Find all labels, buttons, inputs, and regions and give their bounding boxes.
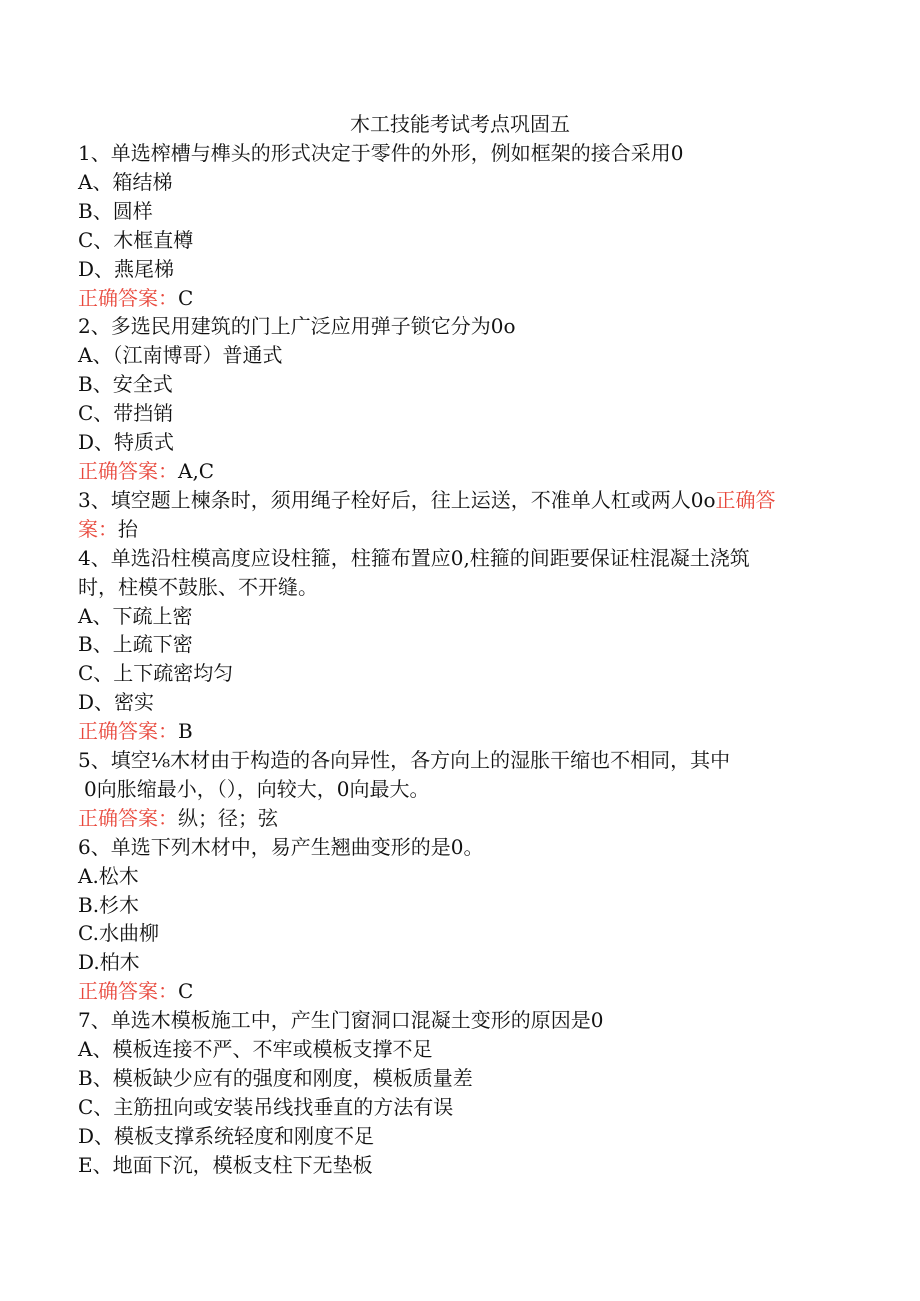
question-6-option-a: A.松木 [78, 863, 139, 888]
question-2-option-b: B、安全式 [78, 372, 173, 397]
question-7-option-a: A、模板连接不严、不牢或模板支撑不足 [78, 1037, 433, 1062]
question-1-answer [78, 284, 830, 313]
answer-value: A,C [178, 458, 215, 483]
question-1-text: 1、单选榨槽与榫头的形式决定于零件的外形，例如框架的接合采用0 [78, 141, 684, 165]
question-2-text: 2、多选民用建筑的门上广泛应用弹子锁它分为0o [78, 314, 516, 339]
question-7-option-e: E、地面下沉，模板支柱下无垫板 [78, 1152, 373, 1177]
answer-label: 正确答案： [78, 285, 178, 310]
question-4-text-line1: 4、单选沿柱模高度应设柱箍，柱箍布置应0,柱箍的间距要保证柱混凝土浇筑 [78, 545, 750, 570]
question-7-option-c: C、主筋扭向或安装吊线找垂直的方法有误 [78, 1094, 454, 1119]
question-list [78, 139, 830, 1180]
answer-value: C [178, 285, 194, 310]
question-4-text-line2: 时，柱模不鼓胀、不开缝。 [78, 574, 318, 599]
question-7-text: 7、单选木模板施工中，产生门窗洞口混凝土变形的原因是0 [78, 1008, 604, 1033]
question-3-body: 3、填空题上楝条时，须用绳子栓好后，往上运送，不准单人杠或两人0o [78, 487, 716, 512]
question-5-text-line1: 5、填空⅛木材由于构造的各向异性，各方向上的湿胀干缩也不相同，其中 [78, 748, 731, 773]
question-5-text-line2: 0向胀缩最小，（），向较大，0向最大。 [84, 776, 430, 801]
question-4-option-a: A、下疏上密 [78, 603, 193, 628]
question-7-option-b: B、模板缺少应有的强度和刚度，模板质量差 [78, 1066, 473, 1090]
answer-value: 抬 [118, 516, 138, 541]
answer-label-part2: 案： [78, 516, 118, 541]
answer-label: 正确答案： [78, 719, 178, 744]
answer-label: 正确答案： [78, 805, 178, 830]
question-2-option-d: D、特质式 [78, 430, 175, 455]
question-6-option-b: B.杉木 [78, 892, 140, 917]
question-2-option-c: C、带挡销 [78, 401, 174, 426]
question-6-option-d: D.柏木 [78, 950, 140, 975]
answer-label: 正确答案： [78, 458, 178, 483]
question-7-option-d: D、模板支撑系统轻度和刚度不足 [78, 1123, 375, 1148]
question-3-text [78, 486, 830, 515]
question-2-answer [78, 457, 830, 486]
question-3-answer [78, 515, 830, 544]
page-title: 木工技能考试考点巩固五 [350, 112, 570, 136]
question-5-answer [78, 804, 830, 833]
question-1-option-c: C、木框直樽 [78, 227, 194, 252]
question-2-option-a: A、（江南博哥）普通式 [78, 343, 283, 368]
answer-label: 正确答案： [78, 979, 178, 1004]
question-6-answer [78, 977, 830, 1006]
question-4-option-b: B、上疏下密 [78, 632, 193, 657]
question-6-option-c: C.水曲柳 [78, 921, 159, 946]
question-1-option-b: B、圆样 [78, 198, 153, 223]
answer-value: 纵；径；弦 [178, 805, 278, 830]
question-4-answer [78, 717, 830, 746]
question-4-option-c: C、上下疏密均匀 [78, 661, 234, 686]
question-4-option-d: D、密实 [78, 690, 155, 715]
question-1-option-d: D、燕尾梯 [78, 256, 175, 281]
answer-value: B [178, 719, 193, 744]
answer-label-part1: 正确答 [715, 487, 776, 512]
answer-value: C [178, 979, 194, 1004]
question-1-option-a: A、箱结梯 [78, 169, 173, 194]
question-6-text: 6、单选下列木材中，易产生翘曲变形的是0。 [78, 834, 484, 859]
